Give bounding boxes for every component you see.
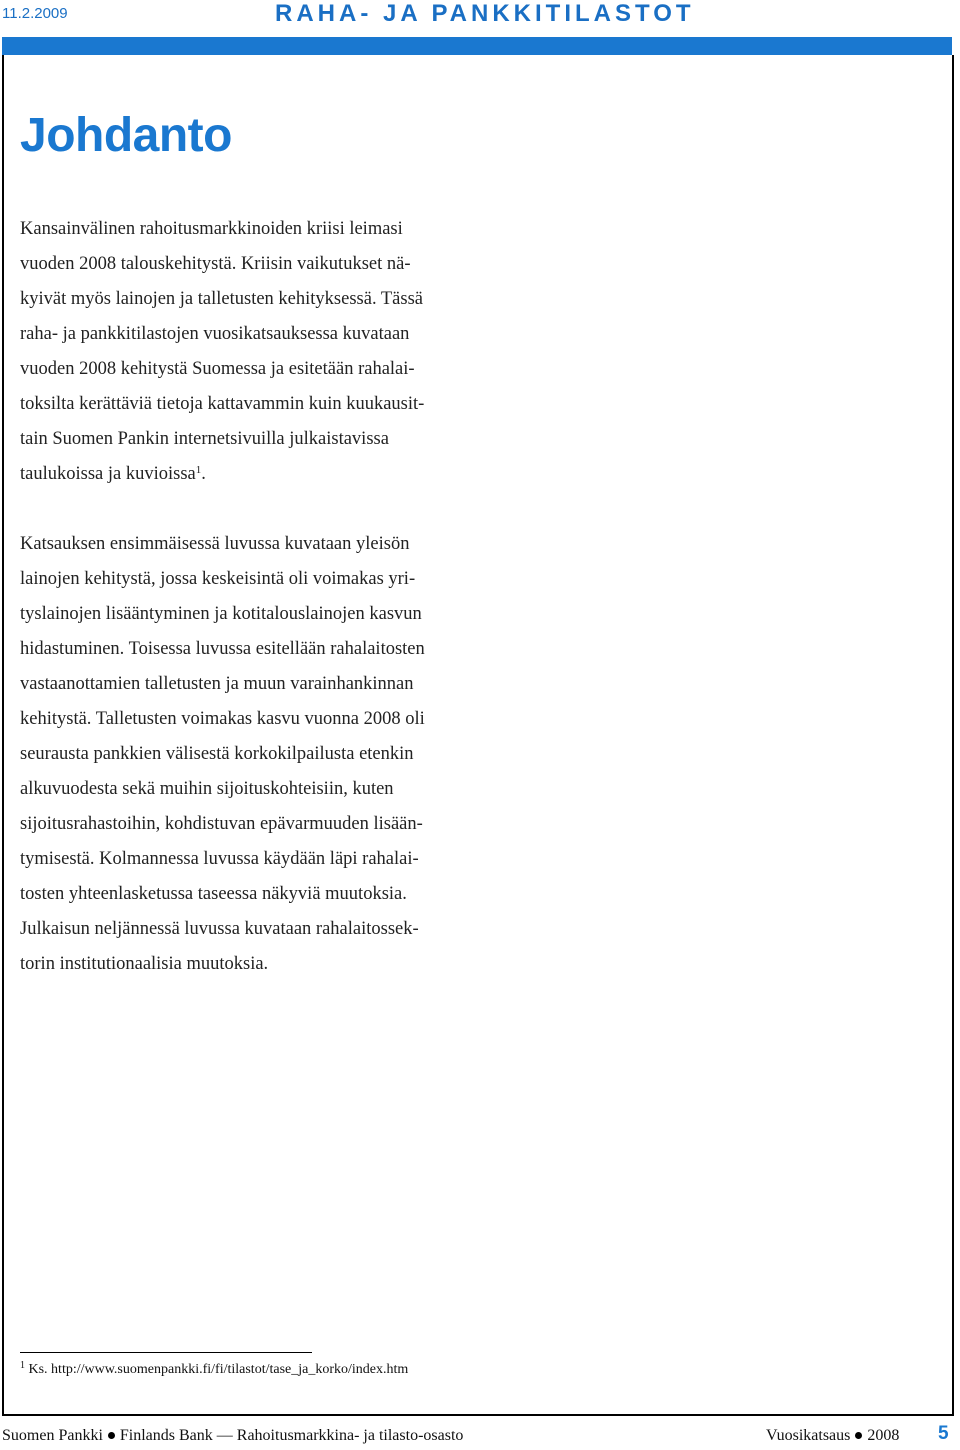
footer-left: [2, 1427, 463, 1445]
footer-year: 2008: [867, 1427, 900, 1444]
footnote-link[interactable]: Ks. http://www.suomenpankki.fi/fi/tilastot/tase_ja_korko/index.htm: [28, 1362, 409, 1377]
footer-org-sv: Finlands Bank: [119, 1427, 213, 1444]
footnote: [20, 1362, 408, 1378]
header-title: RAHA- JA PANKKITILASTOT: [275, 0, 695, 27]
footnote-number: 1: [20, 1360, 25, 1371]
paragraph-line: Julkaisun neljännessä luvussa kuvataan rahalaitossek-: [20, 919, 419, 939]
paragraph-line: alkuvuodesta sekä muihin sijoituskohteisiin, kuten: [20, 779, 394, 799]
bullet-icon: [855, 1432, 862, 1439]
paragraph-line: tyslainojen lisääntyminen ja kotitalouslainojen kasvun: [20, 604, 422, 624]
paragraph-line: lainojen kehitystä, jossa keskeisintä oli voimakas yri-: [20, 569, 416, 589]
paragraph-line: Katsauksen ensimmäisessä luvussa kuvataan yleisön: [20, 534, 410, 554]
paragraph-line: vuoden 2008 kehitystä Suomessa ja esitetään rahalai-: [20, 359, 415, 379]
page-number: 5: [938, 1423, 949, 1444]
footnote-reference[interactable]: 1: [195, 464, 202, 476]
paragraph-line: torin institutionaalisia muutoksia.: [20, 954, 269, 974]
page-title: Johdanto: [20, 109, 232, 162]
bullet-icon: [108, 1432, 115, 1439]
paragraph-last-line: [20, 457, 480, 492]
paragraph-line: toksilta kerättäviä tietoja kattavammin kuin kuukausit-: [20, 394, 425, 414]
paragraph-line: tosten yhteenlasketussa taseessa näkyviä muutoksia.: [20, 884, 407, 904]
paragraph-line: vastaanottamien talletusten ja muun varainhankinnan: [20, 674, 414, 694]
header-bar: [2, 37, 952, 55]
paragraph-line: Kansainvälinen rahoitusmarkkinoiden kriisi leimasi: [20, 219, 403, 239]
paragraph-line: hidastuminen. Toisessa luvussa esitellään rahalaitosten: [20, 639, 425, 659]
paragraph-line: raha- ja pankkitilastojen vuosikatsauksessa kuvataan: [20, 324, 410, 344]
paragraph-intro: [20, 212, 480, 492]
last-line-text: taulukoissa ja kuvioissa: [20, 464, 196, 484]
footnote-divider: [20, 1352, 312, 1353]
footer-department: — Rahoitusmarkkina- ja tilasto-osasto: [216, 1427, 464, 1444]
paragraph-line: tain Suomen Pankin internetsivuilla julkaistavissa: [20, 429, 389, 449]
paragraph-line: sijoitusrahastoihin, kohdistuvan epävarmuuden lisään-: [20, 814, 423, 834]
footer-right: [766, 1427, 899, 1445]
last-line-punct: .: [201, 464, 206, 484]
footer-org-fi: Suomen Pankki: [2, 1427, 103, 1444]
paragraph-line: tymisestä. Kolmannessa luvussa käydään läpi rahalai-: [20, 849, 419, 869]
paragraph-line: vuoden 2008 talouskehitystä. Kriisin vaikutukset nä-: [20, 254, 411, 274]
paragraph-line: kyivät myös lainojen ja talletusten kehityksessä. Tässä: [20, 289, 423, 309]
paragraph-overview: [20, 527, 480, 982]
paragraph-line: seurausta pankkien välisestä korkokilpailusta etenkin: [20, 744, 414, 764]
paragraph-line: kehitystä. Talletusten voimakas kasvu vuonna 2008 oli: [20, 709, 425, 729]
header-date: 11.2.2009: [2, 5, 68, 22]
footer-publication: Vuosikatsaus: [766, 1427, 851, 1444]
